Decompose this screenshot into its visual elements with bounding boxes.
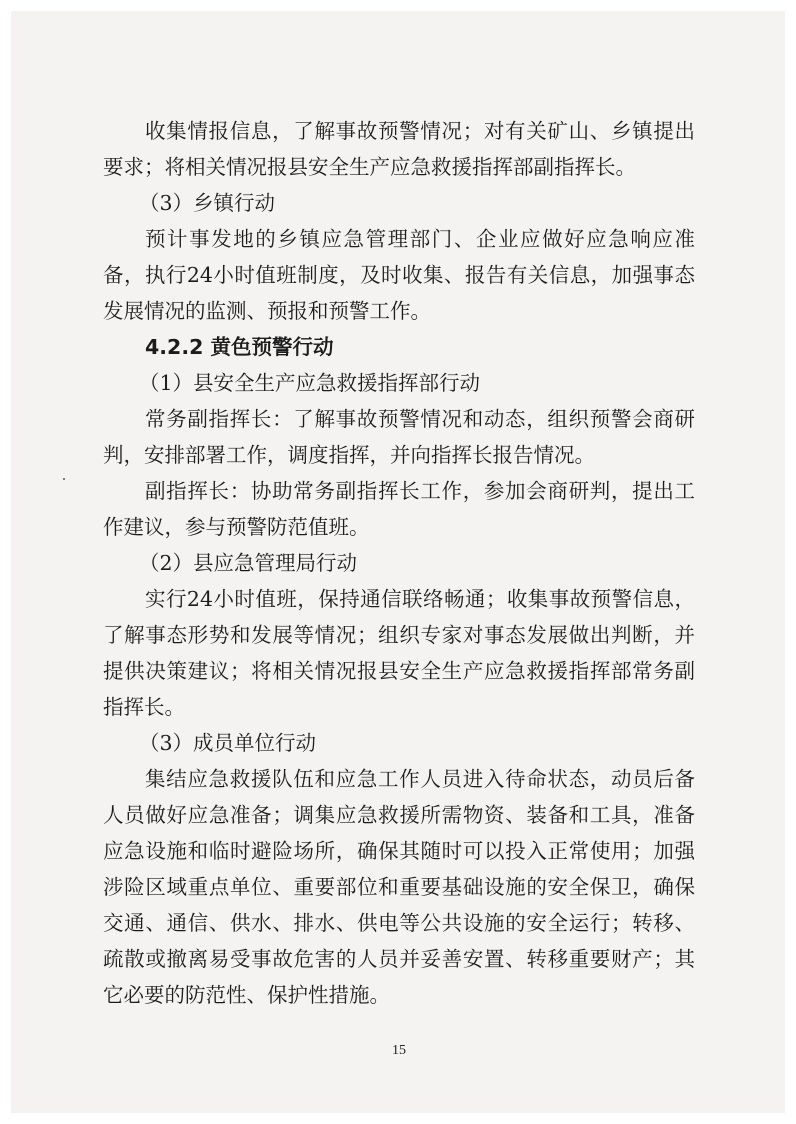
paragraph-executive-deputy: 常务副指挥长：了解事故预警情况和动态，组织预警会商研判，安排部署工作，调度指挥，并向指挥长报告情况。 (103, 407, 695, 467)
paragraph-township-prep: 预计事发地的乡镇应急管理部门、企业应做好应急响应准备，执行24小时值班制度，及时收集、报告有关信息，加强事态发展情况的监测、预报和预警工作。 (103, 227, 695, 323)
section-heading-yellow-warning: 4.2.2 黄色预警行动 (145, 335, 334, 359)
document-body (103, 113, 695, 1013)
paragraph-deputy-commander: 副指挥长：协助常务副指挥长工作，参加会商研判，提出工作建议，参与预警防范值班。 (103, 479, 695, 539)
paragraph-emergency-bureau: 实行24小时值班，保持通信联络畅通；收集事故预警信息，了解事态形势和发展等情况；组织专家对事态发展做出判断，并提供决策建议；将相关情况报县安全生产应急救援指挥部常务副指挥长。 (103, 587, 695, 719)
subheading-emergency-bureau-action: （2）县应急管理局行动 (139, 551, 358, 575)
subheading-member-units-action: （3）成员单位行动 (139, 731, 317, 755)
paragraph-collect-intel: 收集情报信息，了解事故预警情况；对有关矿山、乡镇提出要求；将相关情况报县安全生产应急救援指挥部副指挥长。 (103, 119, 695, 179)
subheading-county-command-action: （1）县安全生产应急救援指挥部行动 (139, 371, 481, 395)
subheading-township-action: （3）乡镇行动 (139, 191, 276, 215)
page-number: 15 (392, 1043, 406, 1058)
paragraph-member-units: 集结应急救援队伍和应急工作人员进入待命状态，动员后备人员做好应急准备；调集应急救援所需物资、装备和工具，准备应急设施和临时避险场所，确保其随时可以投入正常使用；加强涉险区域重点单位、重要部位和重要基础设施的安全保卫，确保交通、通信、供水、排水、供电等公共设施的安全运行；转移、疏散或撤离易受事故危害的人员并妥善安置、转移重要财产；其它必要的防范性、保护性措施。 (103, 767, 695, 1007)
